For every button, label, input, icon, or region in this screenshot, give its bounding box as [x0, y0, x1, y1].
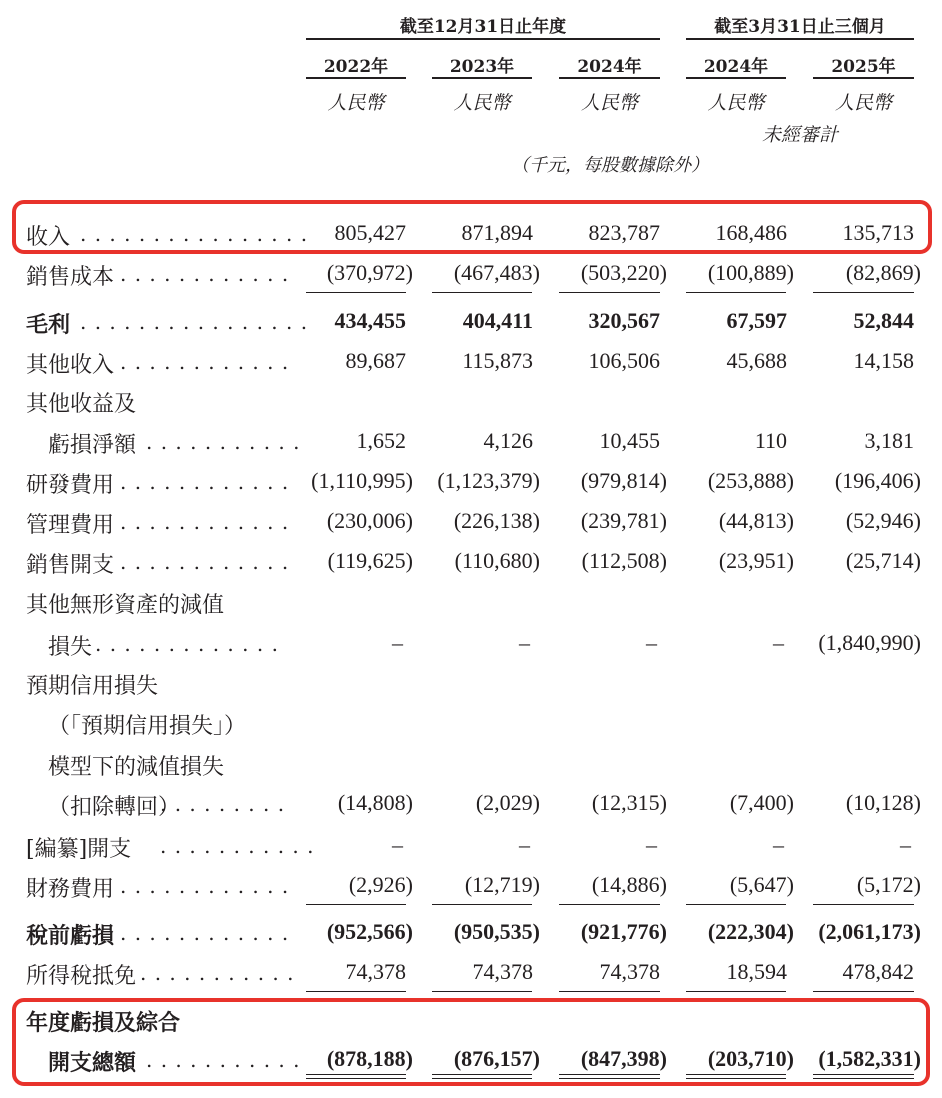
value-cell: (979,814) [580, 468, 667, 493]
currency-1: 人民幣 [327, 92, 385, 114]
value-cell: 74,378 [345, 959, 406, 984]
row-label: 其他收益及 [26, 392, 137, 417]
value-cell: (467,483) [453, 260, 540, 285]
subtotal-rule [813, 292, 914, 293]
value-cell: 823,787 [588, 220, 660, 245]
value-cell: (921,776) [580, 919, 667, 944]
subtotal-rule [813, 904, 914, 905]
leader-dots: . . . . . . . . . . . . [120, 262, 290, 286]
table-row [0, 542, 942, 582]
value-cell: 168,486 [715, 220, 787, 245]
table-row [0, 663, 942, 703]
value-cell: (12,315) [591, 790, 667, 815]
currency-5: 人民幣 [834, 92, 892, 114]
value-cell: (12,719) [464, 872, 540, 897]
row-label: 管理費用 [26, 513, 115, 538]
header-year-2: 2023年 [449, 57, 515, 77]
unit-note: （千元，每股數據除外） [511, 155, 709, 176]
value-cell: 871,894 [461, 220, 533, 245]
row-label: 虧損淨額 [48, 433, 137, 458]
value-cell: 320,567 [588, 308, 660, 333]
value-cell: (25,714) [845, 548, 921, 573]
value-cell: (110,680) [454, 548, 540, 573]
header-group-quarter-rule [686, 38, 914, 40]
subtotal-rule [813, 991, 914, 992]
value-cell: (5,172) [856, 872, 921, 897]
leader-dots: . . . . . . . . . . . . [120, 470, 290, 494]
table-row [0, 462, 942, 502]
value-cell: (2,029) [475, 790, 540, 815]
value-cell: (1,840,990) [818, 630, 921, 655]
value-cell: (370,972) [326, 260, 413, 285]
row-label: 開支總額 [48, 1050, 137, 1076]
table-row [0, 744, 942, 784]
value-cell: 135,713 [842, 220, 914, 245]
value-cell: 67,597 [726, 308, 787, 333]
value-cell: 3,181 [864, 428, 914, 453]
value-cell: – [519, 630, 530, 655]
value-cell: 404,411 [462, 308, 533, 333]
value-cell: (44,813) [718, 508, 794, 533]
table-row [0, 254, 942, 294]
value-cell: (1,123,379) [437, 468, 540, 493]
header-year-rule-2 [432, 77, 532, 79]
value-cell: (14,886) [591, 872, 667, 897]
row-label: 銷售成本 [26, 265, 115, 290]
table-row [0, 582, 942, 622]
row-label: 所得稅抵免 [26, 964, 137, 989]
value-cell: (2,061,173) [818, 919, 921, 944]
value-cell: – [773, 630, 784, 655]
subtotal-rule [432, 991, 532, 992]
value-cell: (82,869) [845, 260, 921, 285]
header-year-3: 2024年 [577, 57, 642, 77]
header-group-annual-rule [306, 38, 660, 40]
row-label: 年度虧損及綜合 [26, 1010, 181, 1036]
subtotal-rule [559, 292, 660, 293]
row-label: 財務費用 [26, 877, 115, 902]
value-cell: (222,304) [707, 919, 794, 944]
header-group-quarter: 截至3月31日止三個月 [714, 17, 886, 37]
subtotal-rule [686, 904, 786, 905]
row-label: 預期信用損失 [26, 674, 159, 699]
table-row [0, 826, 942, 866]
leader-dots: . . . . . . . . . . . . . . . . [80, 222, 309, 246]
row-label: （扣除轉回） [48, 795, 181, 820]
header-year-rule-4 [686, 77, 786, 79]
leader-dots: . . . . . . . . . . . . [120, 350, 290, 374]
value-cell: – [900, 832, 911, 857]
value-cell: 14,158 [853, 348, 914, 373]
table-row [0, 342, 942, 382]
leader-dots: . . . . . . . . . [160, 792, 286, 816]
value-cell: (950,535) [453, 919, 540, 944]
table-row [0, 302, 942, 342]
subtotal-rule [306, 292, 406, 293]
value-cell: (878,188) [326, 1046, 413, 1071]
highlight-revenue [12, 200, 932, 254]
value-cell: – [773, 832, 784, 857]
header-year-4: 2024年 [703, 57, 769, 77]
value-cell: (203,710) [707, 1046, 794, 1071]
leader-dots: . . . . . . . . . . . . [120, 510, 290, 534]
value-cell: 478,842 [842, 959, 914, 984]
value-cell: 805,427 [334, 220, 406, 245]
table-row [0, 866, 942, 906]
row-label: 其他無形資產的減值 [26, 593, 225, 618]
table-row [0, 381, 942, 421]
value-cell: (112,508) [581, 548, 667, 573]
leader-dots: . . . . . . . . . . . . [120, 874, 290, 898]
table-row [0, 624, 942, 664]
table-row [0, 784, 942, 824]
leader-dots: . . . . . . . . . . . [160, 834, 315, 858]
value-cell: (23,951) [718, 548, 794, 573]
table-row [0, 913, 942, 953]
row-label: 研發費用 [26, 473, 115, 498]
value-cell: 89,687 [345, 348, 406, 373]
row-label: 毛利 [26, 312, 71, 338]
value-cell: 1,652 [356, 428, 406, 453]
value-cell: (503,220) [580, 260, 667, 285]
value-cell: (226,138) [453, 508, 540, 533]
value-cell: (119,625) [327, 548, 413, 573]
leader-dots: . . . . . . . . . . . . . [95, 632, 279, 656]
row-label: 稅前虧損 [26, 923, 115, 949]
value-cell: (230,006) [326, 508, 413, 533]
row-label: 損失 [48, 635, 93, 660]
highlight-total-loss [12, 998, 930, 1086]
value-cell: (1,110,995) [311, 468, 413, 493]
value-cell: – [646, 630, 657, 655]
row-label: （「預期信用損失」） [48, 714, 247, 739]
leader-dots: . . . . . . . . . . . . [120, 550, 290, 574]
subtotal-rule [686, 292, 786, 293]
value-cell: 10,455 [599, 428, 660, 453]
subtotal-rule [559, 904, 660, 905]
subtotal-rule [306, 991, 406, 992]
value-cell: 106,506 [588, 348, 660, 373]
value-cell: (14,808) [337, 790, 413, 815]
value-cell: 74,378 [599, 959, 660, 984]
row-label: 模型下的減值損失 [48, 755, 225, 780]
table-row [0, 422, 942, 462]
value-cell: – [392, 630, 403, 655]
table-row [0, 953, 942, 993]
value-cell: (196,406) [834, 468, 921, 493]
subtotal-rule [432, 292, 532, 293]
table-row [0, 502, 942, 542]
value-cell: (253,888) [707, 468, 794, 493]
value-cell: 52,844 [853, 308, 914, 333]
value-cell: (7,400) [729, 790, 794, 815]
value-cell: – [519, 832, 530, 857]
value-cell: (2,926) [348, 872, 413, 897]
subtotal-rule [559, 991, 660, 992]
value-cell: – [646, 832, 657, 857]
value-cell: 115,873 [462, 348, 533, 373]
row-label: 其他收入 [26, 353, 115, 378]
value-cell: 110 [754, 428, 787, 453]
leader-dots: . . . . . . . . . . . [146, 430, 301, 454]
header-year-rule-5 [813, 77, 914, 79]
currency-3: 人民幣 [580, 92, 638, 114]
table-row [0, 703, 942, 743]
row-label: [編纂]開支 [26, 837, 132, 862]
value-cell: 45,688 [726, 348, 787, 373]
value-cell: (100,889) [707, 260, 794, 285]
value-cell: 74,378 [472, 959, 533, 984]
subtotal-rule [686, 991, 786, 992]
value-cell: (10,128) [845, 790, 921, 815]
header-year-rule-3 [559, 77, 660, 79]
value-cell: (52,946) [845, 508, 921, 533]
header-group-annual: 截至12月31日止年度 [399, 17, 567, 37]
currency-4: 人民幣 [707, 92, 765, 114]
value-cell: 434,455 [334, 308, 406, 333]
value-cell: (952,566) [326, 919, 413, 944]
row-label: 銷售開支 [26, 553, 115, 578]
unaudited-note: 未經審計 [761, 124, 838, 146]
value-cell: (239,781) [580, 508, 667, 533]
leader-dots: . . . . . . . . . . . . . . . . [80, 310, 309, 334]
value-cell: – [392, 832, 403, 857]
leader-dots: . . . . . . . . . . . . [120, 921, 290, 945]
header-year-1: 2022年 [323, 57, 389, 77]
value-cell: (1,582,331) [818, 1046, 921, 1071]
currency-2: 人民幣 [453, 92, 511, 114]
subtotal-rule [306, 904, 406, 905]
row-label: 收入 [26, 225, 71, 250]
subtotal-rule [432, 904, 532, 905]
leader-dots: . . . . . . . . . . . [146, 1048, 301, 1072]
value-cell: (847,398) [580, 1046, 667, 1071]
header-year-5: 2025年 [831, 57, 896, 77]
value-cell: (5,647) [729, 872, 794, 897]
value-cell: 18,594 [726, 959, 787, 984]
header-year-rule-1 [306, 77, 406, 79]
leader-dots: . . . . . . . . . . . [140, 961, 295, 985]
value-cell: 4,126 [483, 428, 533, 453]
value-cell: (876,157) [453, 1046, 540, 1071]
